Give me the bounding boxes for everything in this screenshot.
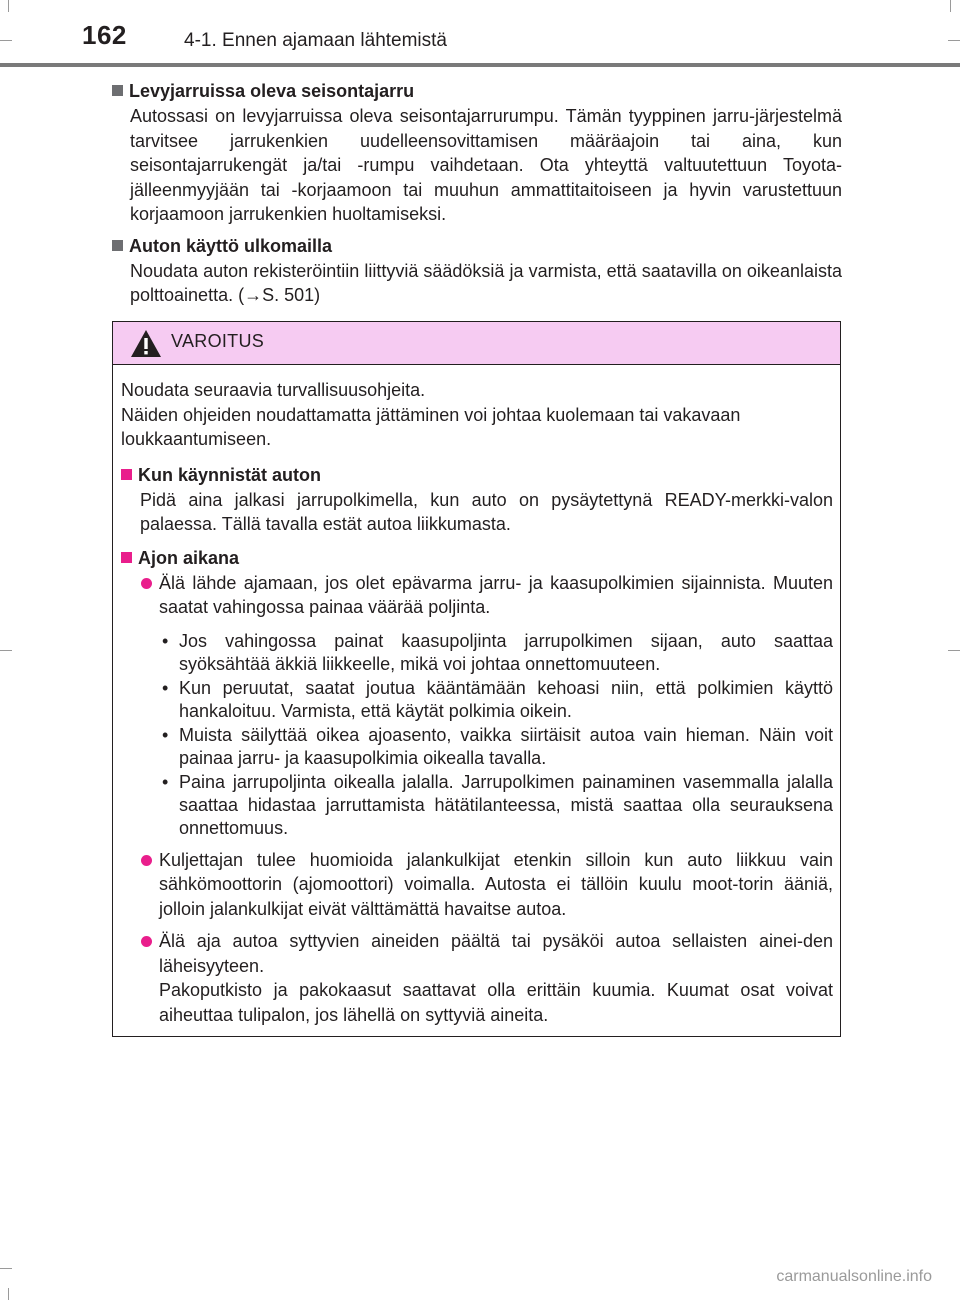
warning-heading-driving: Ajon aikana xyxy=(121,545,833,571)
list-item: Älä aja autoa syttyvien aineiden päältä tai pysäköi autoa sellaisten ainei-den läheisyyteen. Pakoputkisto ja pakokaasut saattavat olla erittäin kuumia. Kuumat osat voivat aiheuttaa tulipalon, jos lähellä on syttyviä aineita. xyxy=(121,929,833,1027)
bullet-list xyxy=(159,630,833,840)
main-content xyxy=(112,78,842,314)
list-item: • Muista säilyttää oikea ajoasento, vaikka siirtäisit autoa vain hieman. Näin voit painaa jarru- ja kaasupolkimia oikealla tavalla. xyxy=(159,724,833,770)
warning-heading-start: Kun käynnistät auton xyxy=(121,462,833,488)
section-text: Autossasi on levyjarruissa oleva seisontajarrurumpu. Tämän tyyppinen jarru-järjestelmä tarvitsee jarrukenkien uudelleensovittamisen määräajoin tai aina, kun seisontajarrukengät ja/tai -rumpu vaihdetaan. Ota yhteyttä valtuutettuun Toyota-jälleenmyyjään tai -korjaamoon tai muuhun ammattitaitoiseen ja hyvin varustettuun korjaamoon jarrukenkien huoltamiseksi. xyxy=(130,106,842,224)
section-parking-brake xyxy=(112,78,842,227)
warning-header xyxy=(113,322,840,365)
warning-text-start: Pidä aina jalkasi jarrupolkimella, kun auto on pysäytettynä READY-merkki-valon palaessa. Tällä tavalla estät autoa liikkumasta. xyxy=(140,489,833,534)
section-title: 4-1. Ennen ajamaan lähtemistä xyxy=(184,30,447,51)
list-item: • Kun peruutat, saatat joutua kääntämään kehoasi niin, että polkimien käyttö hankaloituu. Varmista, että käytät polkimia oikein. xyxy=(159,677,833,723)
warning-intro: Noudata seuraavia turvallisuusohjeita. Näiden ohjeiden noudattamatta jättäminen voi johtaa kuolemaan tai vakavaan loukkaantumiseen. xyxy=(121,380,741,449)
crop-mark xyxy=(948,650,960,651)
crop-mark xyxy=(8,1288,9,1300)
section-heading: Auton käyttö ulkomailla xyxy=(112,233,842,259)
circle-bullet-icon xyxy=(141,855,152,866)
page-number: 162 xyxy=(82,20,127,50)
circle-bullet-icon xyxy=(141,936,152,947)
section-text: Noudata auton rekisteröintiin liittyviä säädöksiä ja varmista, että saatavilla on oikeanlaista polttoainetta. (→S. 501) xyxy=(130,260,842,305)
warning-body xyxy=(121,378,833,1035)
list-item: • Jos vahingossa painat kaasupoljinta jarrupolkimen sijaan, auto saattaa syöksähtää äkkiä liikkeelle, mikä voi johtaa onnettomuuteen. xyxy=(159,630,833,676)
circle-bullet-icon xyxy=(141,578,152,589)
list-item: Kuljettajan tulee huomioida jalankulkijat etenkin silloin kun auto liikkuu vain sähkömoottorin (ajomoottori) voimalla. Autosta ei tällöin kuulu moot-torin ääniä, jolloin jalankulkijat eivät välttämättä havaitse autoa. xyxy=(121,848,833,922)
square-bullet-icon xyxy=(112,85,123,96)
square-bullet-icon xyxy=(121,469,132,480)
crop-mark xyxy=(0,650,12,651)
page-header xyxy=(0,0,960,64)
section-abroad xyxy=(112,233,842,308)
list-item: • Paina jarrupoljinta oikealla jalalla. Jarrupolkimen painaminen vasemmalla jalalla saattaa hidastaa jarruttamista hätätilanteessa, mistä saattaa olla seurauksena onnettomuus. xyxy=(159,771,833,840)
watermark: carmanualsonline.info xyxy=(776,1268,932,1285)
crop-mark xyxy=(0,1268,12,1269)
list-item: Älä lähde ajamaan, jos olet epävarma jarru- ja kaasupolkimien sijainnista. Muuten saatat vahingossa painaa väärää poljinta. xyxy=(121,571,833,620)
header-rule xyxy=(0,63,960,67)
section-heading: Levyjarruissa oleva seisontajarru xyxy=(112,78,842,104)
warning-title: VAROITUS xyxy=(171,331,265,351)
warning-box xyxy=(112,321,841,1037)
warning-triangle-icon xyxy=(130,329,162,358)
square-bullet-icon xyxy=(112,240,123,251)
square-bullet-icon xyxy=(121,552,132,563)
